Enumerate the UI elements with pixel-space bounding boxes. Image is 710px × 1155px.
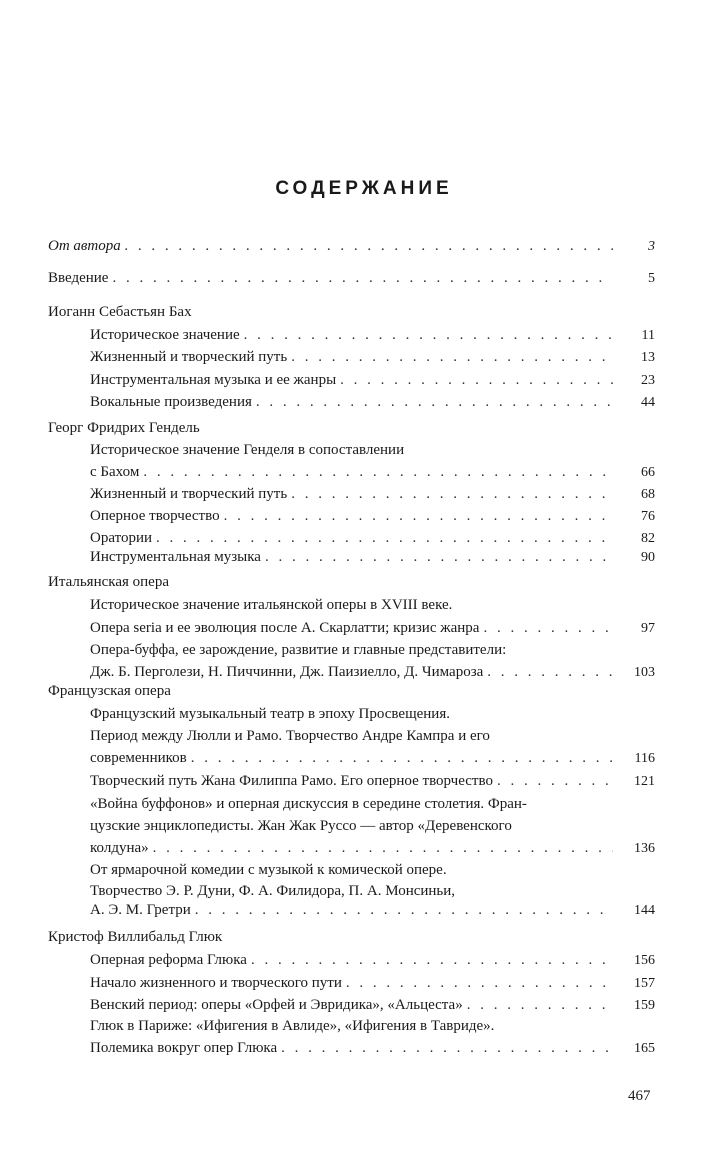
toc-entry xyxy=(90,883,655,900)
dot-leader xyxy=(291,486,613,503)
toc-entry-title: Вокальные произведения xyxy=(90,394,252,410)
toc-entry-title: От автора xyxy=(48,238,121,254)
toc-entry xyxy=(48,270,655,287)
dot-leader xyxy=(256,394,613,411)
page-number: 467 xyxy=(628,1088,651,1104)
toc-entry-title: цузские энциклопедисты. Жан Жак Руссо — автор «Деревенского xyxy=(90,818,512,834)
dot-leader xyxy=(483,620,613,637)
toc-entry-title: Введение xyxy=(48,270,109,286)
toc-entry xyxy=(90,1040,655,1057)
toc-entry xyxy=(90,975,655,992)
page-title: СОДЕРЖАНИЕ xyxy=(275,178,453,199)
toc-entry xyxy=(48,420,655,437)
dot-leader xyxy=(156,530,613,547)
toc-entry-title: Иоганн Себастьян Бах xyxy=(48,304,192,320)
toc-entry-title: Кристоф Виллибальд Глюк xyxy=(48,929,223,945)
toc-page-number: 159 xyxy=(634,998,655,1013)
dot-leader xyxy=(340,372,613,389)
toc-entry-title: Инструментальная музыка xyxy=(90,549,261,565)
toc-entry-title: Оратории xyxy=(90,530,153,546)
dot-leader xyxy=(487,664,613,681)
toc-entry-title: Творческий путь Жана Филиппа Рамо. Его оперное творчество xyxy=(90,773,493,789)
toc-entry-title: Историческое значение итальянской оперы в XVIII веке. xyxy=(90,597,453,613)
toc-entry xyxy=(90,620,655,637)
toc-page-number: 157 xyxy=(634,976,655,991)
toc-page-number: 121 xyxy=(634,774,655,789)
dot-leader xyxy=(143,464,613,481)
toc-entry xyxy=(90,1018,655,1035)
toc-page-number: 5 xyxy=(648,271,655,286)
toc-entry xyxy=(90,486,655,503)
toc-entry-title: Творчество Э. Р. Дуни, Ф. А. Филидора, П. А. Монсиньи, xyxy=(90,883,456,899)
toc-entry-title: колдуна» xyxy=(90,840,149,856)
toc-entry xyxy=(90,750,655,767)
toc-page-number: 44 xyxy=(641,395,655,410)
toc-page-number: 23 xyxy=(641,373,655,388)
toc-entry-title: Историческое значение Генделя в сопоставлении xyxy=(90,442,405,458)
toc-entry xyxy=(90,394,655,411)
dot-leader xyxy=(497,773,613,790)
toc-entry xyxy=(90,664,655,681)
toc-page-number: 165 xyxy=(634,1041,655,1056)
toc-entry-title: Жизненный и творческий путь xyxy=(90,349,288,365)
toc-entry xyxy=(90,530,655,547)
toc-entry xyxy=(48,683,655,700)
dot-leader xyxy=(125,238,613,255)
toc-entry xyxy=(90,818,655,835)
toc-page-number: 156 xyxy=(634,953,655,968)
toc-page-number: 11 xyxy=(641,328,655,343)
toc-entry-title: Историческое значение xyxy=(90,327,240,343)
toc-page-number: 144 xyxy=(634,903,655,918)
dot-leader xyxy=(291,349,613,366)
toc-entry-title: «Война буффонов» и оперная дискуссия в середине столетия. Фран- xyxy=(90,796,527,812)
toc-entry xyxy=(90,728,655,745)
toc-entry-title: современников xyxy=(90,750,187,766)
toc-entry xyxy=(90,952,655,969)
dot-leader xyxy=(112,270,613,287)
dot-leader xyxy=(467,997,613,1014)
toc-entry-title: Инструментальная музыка и ее жанры xyxy=(90,372,337,388)
toc-entry xyxy=(90,642,655,659)
toc-entry-title: с Бахом xyxy=(90,464,140,480)
toc-entry xyxy=(90,773,655,790)
toc-entry-title: Дж. Б. Перголези, Н. Пиччинни, Дж. Паизиелло, Д. Чимароза xyxy=(90,664,484,680)
toc-entry-title: Венский период: оперы «Орфей и Эвридика», «Альцеста» xyxy=(90,997,463,1013)
toc-entry-title: От ярмарочной комедии с музыкой к комической опере. xyxy=(90,862,447,878)
toc-entry-title: А. Э. М. Гретри xyxy=(90,902,191,918)
dot-leader xyxy=(281,1040,613,1057)
toc-entry xyxy=(90,372,655,389)
toc-entry xyxy=(90,997,655,1014)
toc-page-number: 90 xyxy=(641,550,655,565)
toc-page-number: 136 xyxy=(634,841,655,856)
toc-page-number: 3 xyxy=(648,239,655,254)
toc-entry xyxy=(90,464,655,481)
dot-leader xyxy=(244,327,613,344)
toc-entry xyxy=(90,840,655,857)
toc-entry-title: Опера seria и ее эволюция после А. Скарлатти; кризис жанра xyxy=(90,620,480,636)
dot-leader xyxy=(346,975,613,992)
toc-page-number: 76 xyxy=(641,509,655,524)
toc-page-number: 82 xyxy=(641,531,655,546)
toc-entry-title: Итальянская опера xyxy=(48,574,169,590)
toc-entry xyxy=(90,862,655,879)
toc-entry xyxy=(48,929,655,946)
toc-entry-title: Французская опера xyxy=(48,683,171,699)
toc-entry-title: Начало жизненного и творческого пути xyxy=(90,975,342,991)
toc-entry xyxy=(48,304,655,321)
toc-entry xyxy=(90,902,655,919)
toc-entry xyxy=(90,327,655,344)
toc-page-number: 97 xyxy=(641,621,655,636)
toc-entry xyxy=(90,549,655,566)
toc-entry xyxy=(48,238,655,255)
toc-entry xyxy=(90,706,655,723)
toc-entry xyxy=(90,597,655,614)
toc-entry-title: Оперное творчество xyxy=(90,508,220,524)
toc-entry-title: Опера-буффа, ее зарождение, развитие и главные представители: xyxy=(90,642,507,658)
toc-entry-title: Жизненный и творческий путь xyxy=(90,486,288,502)
dot-leader xyxy=(265,549,613,566)
toc-entry xyxy=(90,442,655,459)
toc-entry xyxy=(48,574,655,591)
dot-leader xyxy=(153,840,613,857)
toc-entry xyxy=(90,349,655,366)
toc-page-number: 116 xyxy=(634,751,655,766)
toc-entry xyxy=(90,796,655,813)
dot-leader xyxy=(191,750,613,767)
toc-entry xyxy=(90,508,655,525)
toc-entry-title: Период между Люлли и Рамо. Творчество Андре Кампра и его xyxy=(90,728,490,744)
toc-page-number: 66 xyxy=(641,465,655,480)
toc-entry-title: Георг Фридрих Гендель xyxy=(48,420,200,436)
toc-entry-title: Французский музыкальный театр в эпоху Просвещения. xyxy=(90,706,450,722)
dot-leader xyxy=(195,902,613,919)
toc-page-number: 13 xyxy=(641,350,655,365)
dot-leader xyxy=(251,952,613,969)
dot-leader xyxy=(224,508,613,525)
toc-entry-title: Полемика вокруг опер Глюка xyxy=(90,1040,278,1056)
toc-entry-title: Глюк в Париже: «Ифигения в Авлиде», «Ифигения в Тавриде». xyxy=(90,1018,495,1034)
toc-page-number: 103 xyxy=(634,665,655,680)
toc-page-number: 68 xyxy=(641,487,655,502)
toc-entry-title: Оперная реформа Глюка xyxy=(90,952,247,968)
